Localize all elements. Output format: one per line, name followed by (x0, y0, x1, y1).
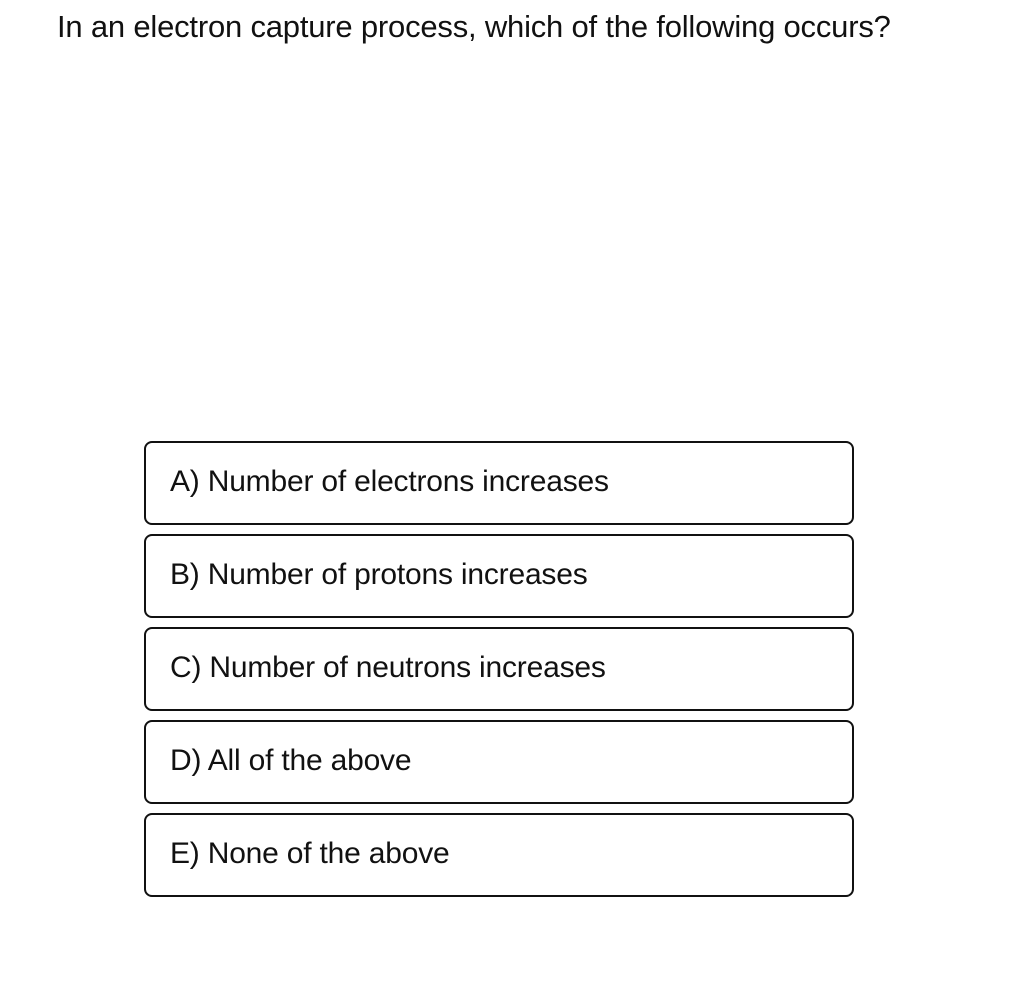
option-d[interactable] (144, 720, 854, 804)
answer-options (144, 441, 854, 897)
option-b-label: B) Number of protons increases (170, 558, 588, 591)
option-c-label: C) Number of neutrons increases (170, 651, 606, 684)
option-d-label: D) All of the above (170, 744, 412, 777)
option-e[interactable] (144, 813, 854, 897)
option-c[interactable] (144, 627, 854, 711)
option-a[interactable] (144, 441, 854, 525)
option-b[interactable] (144, 534, 854, 618)
question-text: In an electron capture process, which of the following occurs? (57, 9, 891, 44)
option-a-label: A) Number of electrons increases (170, 465, 609, 498)
option-e-label: E) None of the above (170, 837, 450, 870)
